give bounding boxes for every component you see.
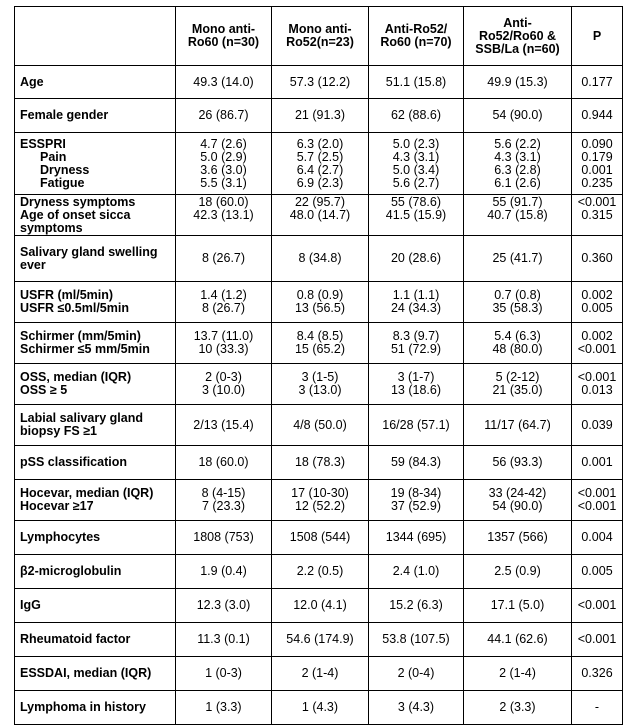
value-text: 0.7 (0.8) xyxy=(494,288,541,302)
row-label xyxy=(15,555,176,589)
header-text: Mono anti- xyxy=(288,22,352,36)
cell-mono-ro52 xyxy=(272,364,369,405)
value-text: 1344 (695) xyxy=(385,530,447,544)
value-text: <0.001 xyxy=(577,342,617,356)
value-text: 8 (26.7) xyxy=(201,251,246,265)
label-text: Schirmer (mm/5min) xyxy=(20,329,141,343)
value-text: 1.4 (1.2) xyxy=(200,288,247,302)
value-text: 55 (91.7) xyxy=(492,194,543,209)
value-text: 8.4 (8.5) xyxy=(296,329,344,343)
value-text: 5.0 (2.3) xyxy=(392,136,440,151)
value-text: 3 (1-7) xyxy=(397,370,435,384)
value-text: 5.6 (2.7) xyxy=(392,175,440,190)
value-text: <0.001 xyxy=(577,499,617,513)
value-text: 0.005 xyxy=(581,564,613,578)
cell-mono-ro52 xyxy=(272,236,369,282)
value-text: 2.2 (0.5) xyxy=(296,564,344,578)
cell-ro52-ro60 xyxy=(369,521,464,555)
cell-ro52-ro60 xyxy=(369,282,464,323)
cell-p-value xyxy=(572,657,623,691)
value-text: 3 (4.3) xyxy=(397,700,435,714)
value-text: 18 (78.3) xyxy=(294,455,346,469)
value-text: 1808 (753) xyxy=(193,530,254,544)
value-text: 0.001 xyxy=(581,455,613,469)
value-text: 8 (34.8) xyxy=(298,251,342,265)
value-text: 12 (52.2) xyxy=(294,499,346,513)
label-text: Pain xyxy=(40,149,67,164)
value-text: 11/17 (64.7) xyxy=(484,417,551,432)
row-label xyxy=(15,323,176,364)
table-row xyxy=(15,99,623,133)
label-text: Lymphocytes xyxy=(20,530,101,544)
results-table xyxy=(14,6,623,725)
value-text: <0.001 xyxy=(577,194,617,209)
cell-ro52-ro60-ssb xyxy=(464,66,572,99)
cell-mono-ro52 xyxy=(272,657,369,691)
label-text: ever xyxy=(20,257,46,272)
value-text: 54 (90.0) xyxy=(492,499,543,513)
value-text: 6.4 (2.7) xyxy=(296,162,344,177)
header-p-value xyxy=(572,7,623,66)
label-text: IgG xyxy=(20,598,41,612)
row-label xyxy=(15,99,176,133)
cell-p-value xyxy=(572,282,623,323)
header-text: Ro52(n=23) xyxy=(286,35,354,49)
cell-p-value xyxy=(572,323,623,364)
value-text: 5.0 (2.9) xyxy=(200,149,247,164)
value-text xyxy=(467,222,568,235)
label-text: biopsy FS ≥1 xyxy=(20,424,98,438)
value-text: 2 (3.3) xyxy=(499,700,536,714)
value-text: 5.5 (3.1) xyxy=(200,175,247,190)
value-text: 21 (35.0) xyxy=(492,383,543,397)
label-text: pSS classification xyxy=(20,455,127,469)
value-text xyxy=(275,222,365,235)
cell-p-value xyxy=(572,480,623,521)
row-label xyxy=(15,405,176,446)
value-text xyxy=(372,222,460,235)
value-text: 0.235 xyxy=(581,175,613,190)
cell-mono-ro52 xyxy=(272,133,369,195)
cell-mono-ro60 xyxy=(176,323,272,364)
header-text: Ro60 (n=30) xyxy=(187,35,260,49)
table-row xyxy=(15,364,623,405)
table-row xyxy=(15,623,623,657)
value-text: 4.7 (2.6) xyxy=(200,136,247,151)
label-text: Age xyxy=(20,74,44,89)
cell-ro52-ro60 xyxy=(369,323,464,364)
header-text: Mono anti- xyxy=(191,22,256,36)
cell-ro52-ro60-ssb xyxy=(464,364,572,405)
cell-mono-ro52 xyxy=(272,323,369,364)
label-text: ESSDAI, median (IQR) xyxy=(20,666,152,680)
header-text: Anti-Ro52/ xyxy=(384,22,448,36)
cell-p-value xyxy=(572,555,623,589)
value-text: 1.1 (1.1) xyxy=(392,288,440,302)
cell-ro52-ro60 xyxy=(369,195,464,236)
header-text: Anti- xyxy=(503,15,532,30)
value-text: 40.7 (15.8) xyxy=(487,207,548,222)
label-text: Age of onset sicca xyxy=(20,207,131,222)
cell-ro52-ro60 xyxy=(369,446,464,480)
cell-mono-ro52 xyxy=(272,282,369,323)
cell-ro52-ro60-ssb xyxy=(464,133,572,195)
table-header xyxy=(15,7,623,66)
value-text: 51.1 (15.8) xyxy=(385,74,447,89)
value-text: 5.6 (2.2) xyxy=(494,136,541,151)
value-text: 2 (1-4) xyxy=(301,666,339,680)
value-text: 15 (65.2) xyxy=(294,342,346,356)
table-row xyxy=(15,589,623,623)
cell-mono-ro60 xyxy=(176,446,272,480)
value-text: 6.1 (2.6) xyxy=(494,175,541,190)
value-text: 6.3 (2.0) xyxy=(296,136,344,151)
header-text: SSB/La (n=60) xyxy=(475,41,560,56)
row-label xyxy=(15,133,176,195)
cell-ro52-ro60-ssb xyxy=(464,480,572,521)
value-text: 13 (18.6) xyxy=(390,383,442,397)
value-text: 41.5 (15.9) xyxy=(385,207,447,222)
value-text: 13.7 (11.0) xyxy=(193,329,254,343)
cell-mono-ro60 xyxy=(176,691,272,725)
row-label xyxy=(15,480,176,521)
value-text: 1 (4.3) xyxy=(301,700,339,714)
label-text: Schirmer ≤5 mm/5min xyxy=(20,342,150,356)
value-text: 0.002 xyxy=(581,329,613,343)
cell-mono-ro52 xyxy=(272,623,369,657)
value-text: 17.1 (5.0) xyxy=(490,598,545,612)
header-mono-ro60 xyxy=(176,7,272,66)
row-label xyxy=(15,282,176,323)
value-text: 37 (52.9) xyxy=(390,499,442,513)
row-label xyxy=(15,691,176,725)
value-text: 16/28 (57.1) xyxy=(382,417,450,432)
label-text: Fatigue xyxy=(40,175,85,190)
cell-ro52-ro60 xyxy=(369,480,464,521)
value-text: 54.6 (174.9) xyxy=(286,632,354,646)
value-text xyxy=(575,222,619,235)
value-text: 2/13 (15.4) xyxy=(193,417,254,432)
cell-ro52-ro60 xyxy=(369,66,464,99)
value-text: 35 (58.3) xyxy=(492,301,543,315)
value-text: 2 (0-4) xyxy=(397,666,435,680)
cell-ro52-ro60-ssb xyxy=(464,691,572,725)
value-text: 2 (1-4) xyxy=(499,666,536,680)
value-text: 7 (23.3) xyxy=(201,499,246,513)
value-text: 0.177 xyxy=(581,74,613,89)
cell-mono-ro60 xyxy=(176,195,272,236)
cell-mono-ro60 xyxy=(176,66,272,99)
value-text: 8 (26.7) xyxy=(201,301,246,315)
cell-ro52-ro60 xyxy=(369,99,464,133)
cell-mono-ro60 xyxy=(176,282,272,323)
cell-ro52-ro60 xyxy=(369,623,464,657)
cell-ro52-ro60-ssb xyxy=(464,99,572,133)
header-text: Ro60 (n=70) xyxy=(380,35,452,49)
value-text: <0.001 xyxy=(577,598,617,612)
cell-mono-ro60 xyxy=(176,480,272,521)
cell-mono-ro52 xyxy=(272,99,369,133)
row-label xyxy=(15,364,176,405)
label-text: USFR ≤0.5ml/5min xyxy=(20,301,129,315)
cell-p-value xyxy=(572,195,623,236)
value-text: 62 (88.6) xyxy=(390,108,442,122)
value-text: 0.315 xyxy=(581,207,613,222)
value-text: 56 (93.3) xyxy=(492,455,543,469)
table-row xyxy=(15,133,623,195)
table-body xyxy=(15,66,623,725)
value-text: 5 (2-12) xyxy=(495,370,540,384)
header-ro52-ro60 xyxy=(369,7,464,66)
value-text: 1 (0-3) xyxy=(205,666,242,680)
value-text: 0.944 xyxy=(581,108,613,122)
value-text: 48 (80.0) xyxy=(492,342,543,356)
cell-mono-ro52 xyxy=(272,480,369,521)
label-text: Hocevar ≥17 xyxy=(20,499,94,513)
value-text: 24 (34.3) xyxy=(390,301,442,315)
value-text: <0.001 xyxy=(577,370,617,384)
cell-ro52-ro60 xyxy=(369,405,464,446)
cell-mono-ro60 xyxy=(176,521,272,555)
value-text: 21 (91.3) xyxy=(294,108,346,122)
value-text: 26 (86.7) xyxy=(198,108,249,122)
value-text: 0.326 xyxy=(581,666,613,680)
table-row xyxy=(15,236,623,282)
value-text: 1 (3.3) xyxy=(205,700,242,714)
cell-ro52-ro60 xyxy=(369,555,464,589)
value-text: 3.6 (3.0) xyxy=(200,162,247,177)
cell-p-value xyxy=(572,236,623,282)
value-text: - xyxy=(594,700,600,714)
cell-ro52-ro60-ssb xyxy=(464,446,572,480)
cell-mono-ro60 xyxy=(176,555,272,589)
row-label xyxy=(15,623,176,657)
header-mono-ro52 xyxy=(272,7,369,66)
value-text: 55 (78.6) xyxy=(390,194,442,209)
value-text: 22 (95.7) xyxy=(294,194,346,209)
cell-p-value xyxy=(572,99,623,133)
cell-mono-ro52 xyxy=(272,589,369,623)
cell-mono-ro60 xyxy=(176,236,272,282)
cell-ro52-ro60 xyxy=(369,236,464,282)
value-text: 5.4 (6.3) xyxy=(494,329,541,343)
value-text: 0.8 (0.9) xyxy=(296,288,344,302)
cell-mono-ro52 xyxy=(272,555,369,589)
cell-mono-ro60 xyxy=(176,364,272,405)
row-label xyxy=(15,195,176,236)
value-text: 5.7 (2.5) xyxy=(296,149,344,164)
row-label xyxy=(15,66,176,99)
value-text: 12.3 (3.0) xyxy=(196,598,251,612)
row-label xyxy=(15,236,176,282)
table-row xyxy=(15,323,623,364)
cell-p-value xyxy=(572,66,623,99)
value-text: 0.004 xyxy=(581,530,613,544)
value-text: 0.005 xyxy=(581,301,613,315)
value-text: 2.5 (0.9) xyxy=(494,564,541,578)
header-text: P xyxy=(592,28,602,43)
label-text: Dryness symptoms xyxy=(20,194,136,209)
value-text: 17 (10-30) xyxy=(291,486,349,500)
label-text: Lymphoma in history xyxy=(20,700,146,714)
cell-ro52-ro60 xyxy=(369,657,464,691)
value-text: 0.360 xyxy=(581,251,613,265)
cell-ro52-ro60 xyxy=(369,133,464,195)
value-text: 3 (1-5) xyxy=(301,370,339,384)
label-text: Hocevar, median (IQR) xyxy=(20,486,154,500)
row-label xyxy=(15,446,176,480)
value-text: 1.9 (0.4) xyxy=(200,564,247,578)
label-text: symptoms xyxy=(20,220,83,235)
value-text: 0.002 xyxy=(581,288,613,302)
cell-mono-ro52 xyxy=(272,521,369,555)
cell-ro52-ro60 xyxy=(369,589,464,623)
value-text xyxy=(179,222,268,235)
cell-ro52-ro60-ssb xyxy=(464,657,572,691)
value-text: 18 (60.0) xyxy=(198,194,249,209)
label-text: Salivary gland swelling xyxy=(20,244,158,259)
value-text: 3 (10.0) xyxy=(201,383,246,397)
cell-ro52-ro60-ssb xyxy=(464,589,572,623)
table-row xyxy=(15,282,623,323)
cell-mono-ro60 xyxy=(176,133,272,195)
value-text: 2 (0-3) xyxy=(205,370,242,384)
row-label xyxy=(15,657,176,691)
value-text: 0.090 xyxy=(581,136,613,151)
label-text: Dryness xyxy=(40,162,90,177)
value-text: 51 (72.9) xyxy=(390,342,442,356)
value-text: 1357 (566) xyxy=(487,530,548,544)
cell-mono-ro60 xyxy=(176,589,272,623)
value-text: 59 (84.3) xyxy=(390,455,442,469)
value-text: 57.3 (12.2) xyxy=(289,74,351,89)
label-text: β2-microglobulin xyxy=(20,564,122,578)
value-text: 10 (33.3) xyxy=(198,342,249,356)
cell-p-value xyxy=(572,691,623,725)
cell-p-value xyxy=(572,521,623,555)
value-text: 0.001 xyxy=(581,162,613,177)
cell-mono-ro60 xyxy=(176,405,272,446)
cell-mono-ro52 xyxy=(272,691,369,725)
value-text: 11.3 (0.1) xyxy=(197,632,250,646)
value-text: 49.9 (15.3) xyxy=(487,74,548,89)
label-text: OSS ≥ 5 xyxy=(20,383,68,397)
value-text: 12.0 (4.1) xyxy=(293,598,347,612)
label-text: Female gender xyxy=(20,108,109,122)
value-text: 54 (90.0) xyxy=(492,108,543,122)
row-label xyxy=(15,521,176,555)
value-text: 1508 (544) xyxy=(289,530,351,544)
cell-ro52-ro60-ssb xyxy=(464,623,572,657)
cell-ro52-ro60-ssb xyxy=(464,236,572,282)
value-text: <0.001 xyxy=(577,486,617,500)
cell-mono-ro60 xyxy=(176,99,272,133)
table-row xyxy=(15,446,623,480)
value-text: 4.3 (3.1) xyxy=(494,149,541,164)
header-text: Ro52/Ro60 & xyxy=(478,28,557,43)
cell-ro52-ro60-ssb xyxy=(464,282,572,323)
cell-mono-ro52 xyxy=(272,405,369,446)
cell-ro52-ro60-ssb xyxy=(464,555,572,589)
table-row xyxy=(15,555,623,589)
table-row xyxy=(15,66,623,99)
cell-ro52-ro60 xyxy=(369,364,464,405)
header-column-label xyxy=(15,7,176,66)
label-text: OSS, median (IQR) xyxy=(20,370,132,384)
cell-mono-ro52 xyxy=(272,446,369,480)
label-text: ESSPRI xyxy=(20,136,66,151)
table-row xyxy=(15,657,623,691)
table-row xyxy=(15,480,623,521)
value-text: 0.013 xyxy=(581,383,613,397)
cell-p-value xyxy=(572,446,623,480)
header-row xyxy=(15,7,623,66)
value-text: 4.3 (3.1) xyxy=(392,149,440,164)
cell-p-value xyxy=(572,623,623,657)
value-text: 18 (60.0) xyxy=(198,455,249,469)
value-text: 53.8 (107.5) xyxy=(382,632,450,646)
value-text: 49.3 (14.0) xyxy=(193,74,254,89)
cell-mono-ro52 xyxy=(272,195,369,236)
cell-ro52-ro60-ssb xyxy=(464,195,572,236)
header-ro52-ro60-ssb xyxy=(464,7,572,66)
cell-ro52-ro60 xyxy=(369,691,464,725)
value-text: 48.0 (14.7) xyxy=(289,207,351,222)
value-text: 0.179 xyxy=(581,149,613,164)
value-text: 5.0 (3.4) xyxy=(392,162,440,177)
cell-ro52-ro60-ssb xyxy=(464,521,572,555)
cell-mono-ro60 xyxy=(176,657,272,691)
value-text: 33 (24-42) xyxy=(488,486,547,500)
cell-ro52-ro60-ssb xyxy=(464,405,572,446)
value-text: 19 (8-34) xyxy=(390,486,442,500)
value-text: 42.3 (13.1) xyxy=(193,207,254,222)
cell-p-value xyxy=(572,133,623,195)
cell-p-value xyxy=(572,589,623,623)
value-text: 20 (28.6) xyxy=(390,251,442,265)
table-row xyxy=(15,521,623,555)
value-text: 15.2 (6.3) xyxy=(389,598,443,612)
cell-mono-ro52 xyxy=(272,66,369,99)
cell-mono-ro60 xyxy=(176,623,272,657)
value-text: 8 (4-15) xyxy=(201,486,246,500)
label-text: Rheumatoid factor xyxy=(20,632,131,646)
table-row xyxy=(15,195,623,236)
value-text: <0.001 xyxy=(577,632,617,646)
cell-p-value xyxy=(572,405,623,446)
value-text: 8.3 (9.7) xyxy=(392,329,440,343)
value-text: 4/8 (50.0) xyxy=(293,417,347,432)
value-text: 6.9 (2.3) xyxy=(296,175,344,190)
label-text: USFR (ml/5min) xyxy=(20,288,114,302)
cell-ro52-ro60-ssb xyxy=(464,323,572,364)
value-text: 0.039 xyxy=(581,417,613,432)
value-text: 3 (13.0) xyxy=(298,383,342,397)
value-text: 6.3 (2.8) xyxy=(494,162,541,177)
label-text: Labial salivary gland xyxy=(20,411,143,425)
value-text: 25 (41.7) xyxy=(492,251,543,265)
value-text: 13 (56.5) xyxy=(294,301,346,315)
value-text: 2.4 (1.0) xyxy=(392,564,440,578)
cell-p-value xyxy=(572,364,623,405)
table-row xyxy=(15,405,623,446)
table-row xyxy=(15,691,623,725)
row-label xyxy=(15,589,176,623)
value-text: 44.1 (62.6) xyxy=(487,632,548,646)
